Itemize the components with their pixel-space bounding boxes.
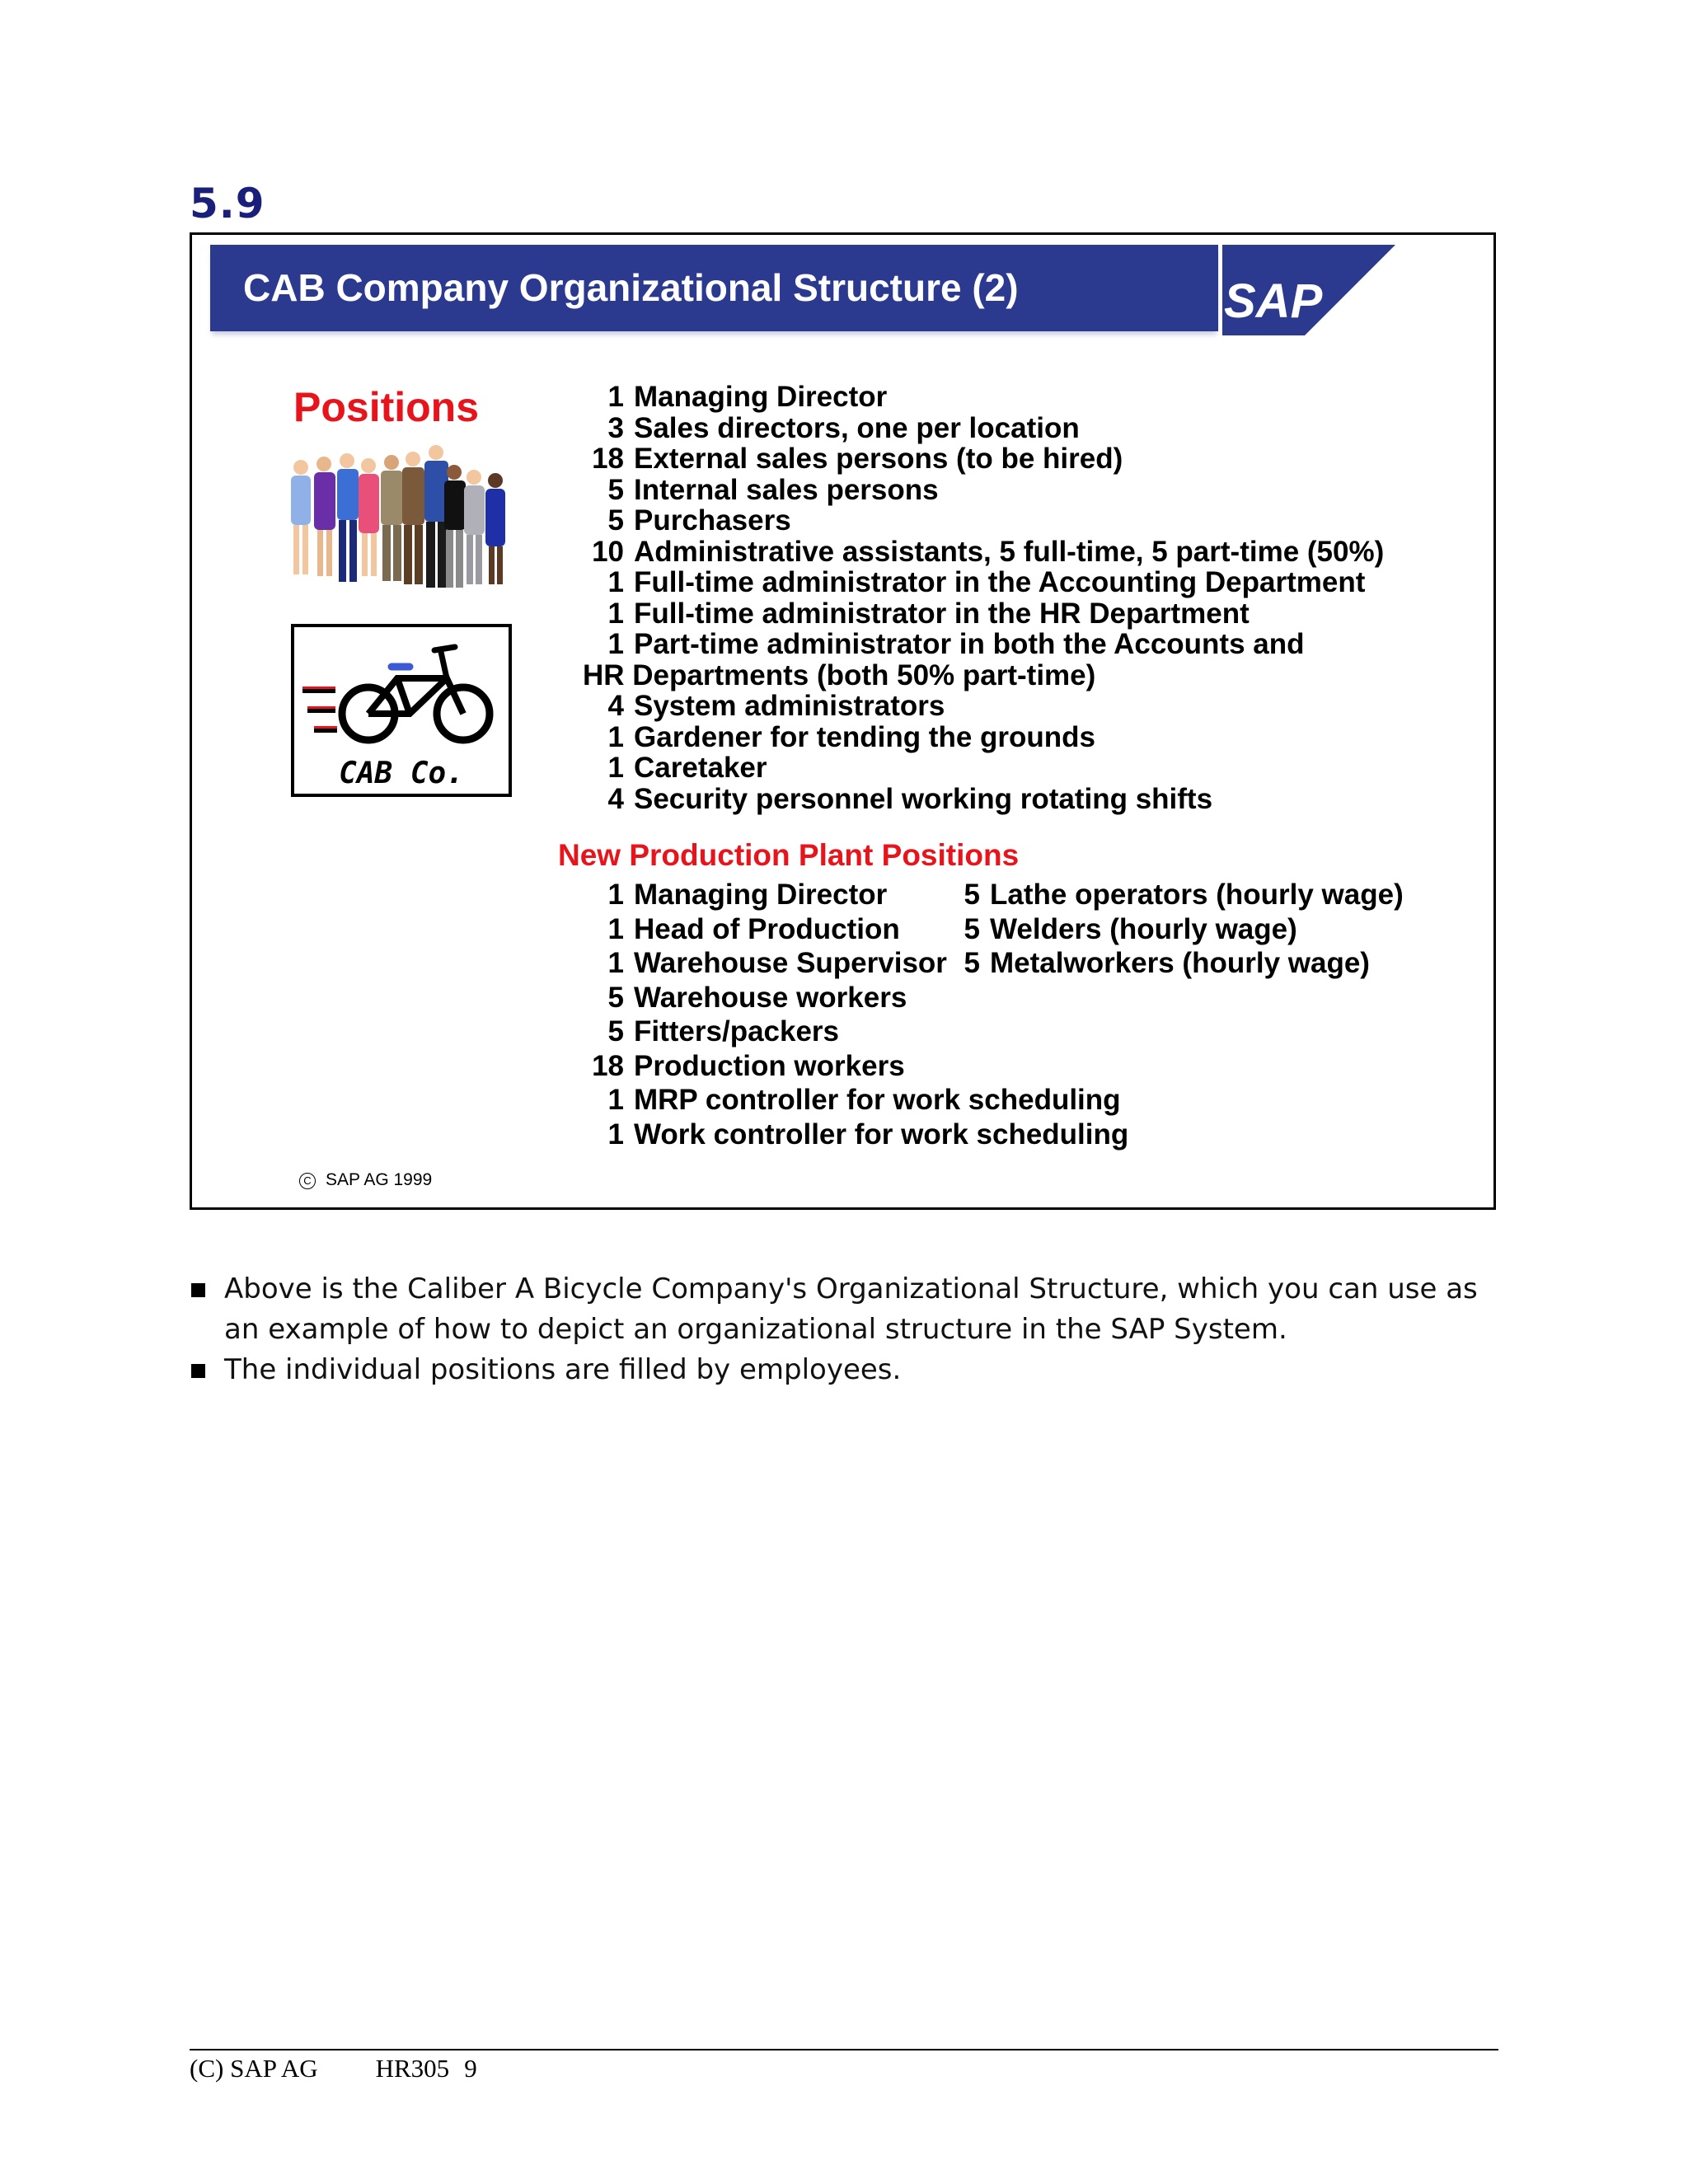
position-item — [583, 567, 1384, 598]
position-quantity: 1 — [607, 1084, 624, 1116]
position-title: Managing Director — [634, 381, 888, 413]
position-quantity: 5 — [964, 879, 980, 911]
position-item — [583, 691, 1384, 722]
position-item — [583, 752, 1384, 784]
position-item — [964, 946, 1404, 981]
position-quantity: 1 — [607, 628, 624, 660]
footer-course: HR305 — [375, 2054, 450, 2083]
position-item — [583, 537, 1384, 568]
position-item — [583, 598, 1384, 630]
position-quantity: 1 — [607, 381, 624, 413]
position-title: Production workers — [634, 1049, 905, 1082]
position-title: Gardener for tending the grounds — [634, 720, 1096, 753]
square-bullet-icon — [191, 1364, 205, 1378]
position-quantity: 5 — [964, 912, 980, 945]
bicycle-icon — [294, 627, 509, 759]
footer-copyright: (C) SAP AG — [190, 2054, 318, 2083]
position-title: HR Departments (both 50% part-time) — [583, 658, 1096, 691]
square-bullet-icon — [191, 1283, 205, 1297]
position-quantity: 5 — [607, 1015, 624, 1047]
position-quantity: 1 — [607, 912, 624, 945]
note-text: Above is the Caliber A Bicycle Company's Organizational Structure, which you can use as an example of how to depict an organizational structure in the SAP System. — [224, 1272, 1478, 1346]
note-text: The individual positions are filled by employees. — [224, 1353, 902, 1386]
position-title: Part-time administrator in both the Accounts and — [634, 628, 1305, 660]
position-quantity: 18 — [592, 443, 624, 475]
company-logo-caption: CAB Co. — [339, 757, 464, 790]
slide-copyright — [299, 1170, 432, 1190]
notes-list — [190, 1269, 1508, 1390]
position-title: System administrators — [634, 690, 945, 722]
note-item — [190, 1350, 1508, 1390]
slide — [190, 232, 1496, 1210]
slide-title: CAB Company Organizational Structure (2) — [243, 266, 1019, 309]
position-title: Managing Director — [634, 879, 888, 911]
position-item — [583, 722, 1384, 753]
position-item — [583, 981, 1128, 1015]
footer-divider — [190, 2049, 1498, 2050]
position-quantity: 4 — [607, 690, 624, 722]
footer-page-number: 9 — [464, 2054, 477, 2083]
position-item — [964, 878, 1404, 912]
position-title: Full-time administrator in the Accounting Department — [634, 566, 1366, 598]
position-item — [583, 382, 1384, 413]
position-item — [583, 784, 1384, 815]
position-title: Sales directors, one per location — [634, 411, 1080, 444]
position-quantity: 5 — [964, 947, 980, 979]
position-item — [583, 1118, 1128, 1152]
position-item — [583, 443, 1384, 475]
position-quantity: 1 — [607, 879, 624, 911]
position-title: MRP controller for work scheduling — [634, 1084, 1121, 1116]
position-title: Warehouse workers — [634, 981, 907, 1014]
position-quantity: 3 — [607, 411, 624, 444]
position-title: Purchasers — [634, 504, 791, 537]
copyright-icon: C — [299, 1173, 316, 1189]
position-quantity: 1 — [607, 720, 624, 753]
sap-logo-text: SAP — [1224, 274, 1323, 328]
position-title: Work controller for work scheduling — [634, 1118, 1129, 1151]
position-quantity: 18 — [592, 1049, 624, 1082]
position-quantity: 1 — [607, 566, 624, 598]
position-item — [583, 1083, 1128, 1118]
position-item — [583, 413, 1384, 444]
position-title: Security personnel working rotating shifts — [634, 782, 1213, 815]
position-quantity: 4 — [607, 782, 624, 815]
position-title: Welders (hourly wage) — [990, 912, 1297, 945]
slide-title-bar — [210, 245, 1218, 331]
position-title: Lathe operators (hourly wage) — [990, 879, 1404, 911]
plant-positions-list-right — [964, 878, 1404, 981]
positions-list — [583, 382, 1384, 814]
section-number: 5.9 — [190, 180, 265, 227]
position-item — [964, 912, 1404, 947]
position-title: Metalworkers (hourly wage) — [990, 947, 1370, 979]
cab-company-logo — [291, 624, 512, 797]
position-quantity: 5 — [607, 981, 624, 1014]
position-title: Full-time administrator in the HR Department — [634, 597, 1250, 630]
position-item — [583, 629, 1384, 660]
plant-positions-heading: New Production Plant Positions — [558, 838, 1020, 872]
position-title: Fitters/packers — [634, 1015, 840, 1047]
position-item — [583, 1015, 1128, 1049]
slide-copyright-text: SAP AG 1999 — [326, 1170, 433, 1189]
positions-heading: Positions — [293, 384, 480, 430]
position-quantity: 1 — [607, 752, 624, 784]
position-item — [583, 475, 1384, 506]
sap-logo — [1222, 245, 1395, 335]
position-quantity: 5 — [607, 504, 624, 537]
page-footer — [190, 2054, 535, 2083]
position-quantity: 1 — [607, 947, 624, 979]
position-quantity: 10 — [592, 535, 624, 568]
position-title: Head of Production — [634, 912, 900, 945]
position-quantity: 1 — [607, 1118, 624, 1151]
position-quantity: 5 — [607, 473, 624, 506]
position-quantity: 1 — [607, 597, 624, 630]
position-item — [583, 660, 1384, 691]
position-item — [583, 1049, 1128, 1084]
note-item — [190, 1269, 1508, 1350]
position-item — [583, 505, 1384, 537]
position-title: Warehouse Supervisor — [634, 947, 947, 979]
position-title: Caretaker — [634, 752, 767, 784]
position-title: Internal sales persons — [634, 473, 939, 506]
people-group-illustration — [283, 443, 530, 649]
position-title: External sales persons (to be hired) — [634, 443, 1123, 475]
position-title: Administrative assistants, 5 full-time, 5 part-time (50%) — [634, 535, 1385, 568]
